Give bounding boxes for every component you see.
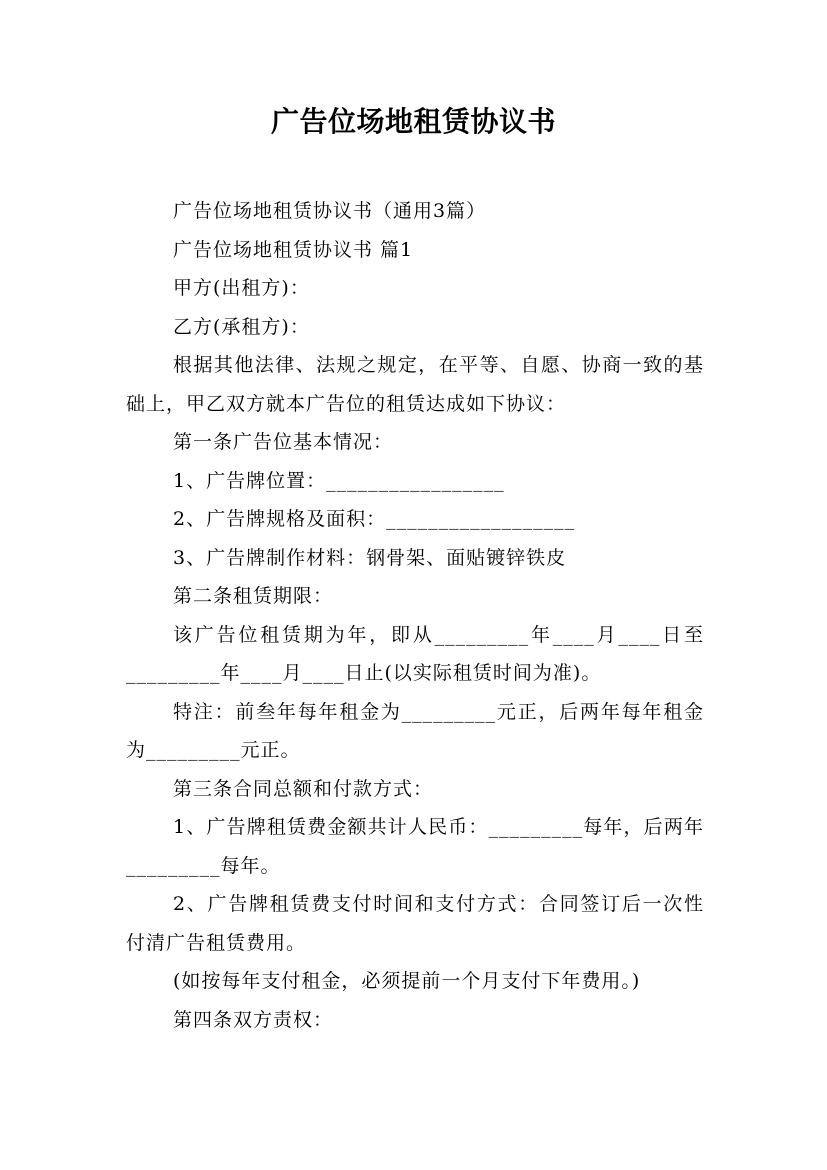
paragraph: 广告位场地租赁协议书 篇1: [173, 238, 414, 261]
paragraph: 第三条合同总额和付款方式：: [173, 777, 434, 800]
paragraph: 1、广告牌租赁费金额共计人民币：_________每年，后两年_________每年。: [126, 816, 704, 877]
paragraph: 3、广告牌制作材料：钢骨架、面贴镀锌铁皮: [173, 546, 567, 569]
paragraph: 甲方(出租方)：: [173, 277, 310, 299]
paragraph: 2、广告牌规格及面积：__________________: [173, 508, 576, 530]
paragraph: 1、广告牌位置：_________________: [173, 469, 505, 492]
paragraph: 第四条双方责权：: [173, 1008, 334, 1031]
paragraph: 该广告位租赁期为年，即从_________年____月____日至_________年____月____日止(以实际租赁时间为准)。: [126, 623, 704, 684]
document-title: 广告位场地租赁协议书: [270, 105, 556, 138]
document-body: [126, 192, 704, 1039]
paragraph: (如按每年支付租金，必须提前一个月支付下年费用。): [173, 970, 641, 992]
paragraph: 广告位场地租赁协议书（通用3篇）: [173, 200, 487, 222]
paragraph: 根据其他法律、法规之规定，在平等、自愿、协商一致的基础上，甲乙双方就本广告位的租赁达成如下协议：: [126, 354, 704, 415]
paragraph: 第二条租赁期限：: [173, 585, 334, 607]
paragraph: 2、广告牌租赁费支付时间和支付方式：合同签订后一次性付清广告租赁费用。: [126, 893, 704, 954]
paragraph: 特注：前叁年每年租金为_________元正，后两年每年租金为_________元正。: [126, 700, 704, 761]
paragraph: 第一条广告位基本情况：: [173, 431, 394, 453]
paragraph: 乙方(承租方)：: [173, 315, 310, 338]
